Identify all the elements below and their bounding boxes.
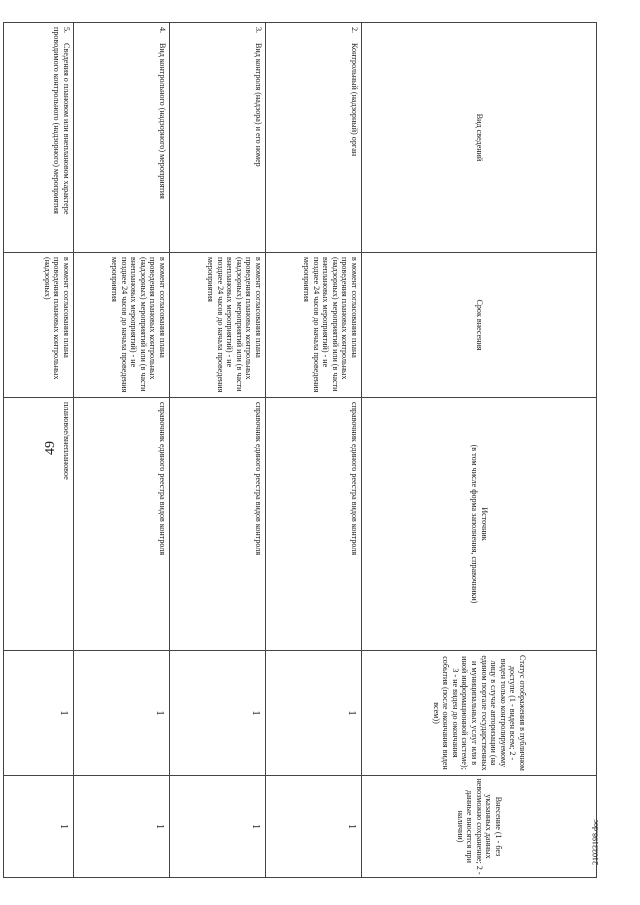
row-entry (74, 776, 170, 878)
row-status (170, 651, 266, 776)
row-number: 5. (62, 27, 71, 34)
row-deadline: в момент согласования плана проведения плановых контрольных (надзорных) (4, 253, 74, 398)
table-row (170, 23, 266, 878)
row-source: справочник единого реестра видов контроля (170, 398, 266, 651)
row-deadline: в момент согласования плана проведения плановых контрольных (надзорных) мероприятий или (в части внеплановых мероприятий) - не позднее 24 часов до начала проведения мероприятия (74, 253, 170, 398)
row-source: плановое/внеплановое (4, 398, 74, 651)
header-entry: Внесение (1 - без указанных данных невозможно сохранение; 2 - данные вносятся при наличии) (362, 776, 597, 878)
table-row (74, 23, 170, 878)
row-number: 4. (158, 27, 167, 34)
header-deadline: Срок внесения (362, 253, 597, 398)
status-value: 1 (250, 710, 261, 716)
table-row (4, 23, 74, 878)
table-header-row (362, 23, 597, 878)
page-number: 49 (43, 441, 58, 455)
entry-value: 1 (58, 824, 69, 829)
row-kind: Сведения о плановом или внеплановом характере проводимого контрольного (надзорного) мероприятия (52, 27, 71, 215)
row-status (266, 651, 362, 776)
row-deadline: в момент согласования плана проведения плановых контрольных (надзорных) мероприятий или (в части внеплановых мероприятий) - не позднее 24 часов до начала проведения мероприятия (266, 253, 362, 398)
row-entry (266, 776, 362, 878)
row-kind-cell (266, 23, 362, 253)
document-code: 21033198.doc (591, 819, 600, 865)
entry-value: 1 (154, 824, 165, 829)
row-kind-cell (170, 23, 266, 253)
requirements-table (3, 22, 597, 878)
status-value: 1 (154, 710, 165, 716)
row-kind: Вид контрольного (надзорного) мероприятия (158, 43, 167, 199)
row-kind-cell (74, 23, 170, 253)
row-deadline: в момент согласования плана проведения плановых контрольных (надзорных) мероприятий или (в части внеплановых мероприятий) - не позднее 24 часов до начала проведения мероприятия (170, 253, 266, 398)
header-status: Статус отображения в публичном доступе (1 - виден всем; 2 - виден только контролируемому лицу в случае авторизации (на едином портале государственных и муниципальных услуг или в иной информационной системе); 3 - не виден до окончания события (после окончания виден всем)) (362, 651, 597, 776)
row-kind-cell (4, 23, 74, 253)
row-entry (170, 776, 266, 878)
status-value: 1 (58, 710, 69, 716)
row-source: справочник единого реестра видов контроля (266, 398, 362, 651)
header-source: Источник (в том числе форма заполнения, справочники) (362, 398, 597, 651)
row-number: 3. (254, 27, 263, 34)
header-kind: Вид сведений (362, 23, 597, 253)
row-source: справочник единого реестра видов контроля (74, 398, 170, 651)
row-status (4, 651, 74, 776)
row-kind: Контрольный (надзорный) орган (350, 43, 359, 157)
table-row (266, 23, 362, 878)
row-entry (4, 776, 74, 878)
entry-value: 1 (346, 824, 357, 829)
entry-value: 1 (250, 824, 261, 829)
row-number: 2. (350, 27, 359, 34)
row-status (74, 651, 170, 776)
row-kind: Вид контроля (надзора) и его номер (254, 43, 263, 167)
status-value: 1 (346, 710, 357, 716)
